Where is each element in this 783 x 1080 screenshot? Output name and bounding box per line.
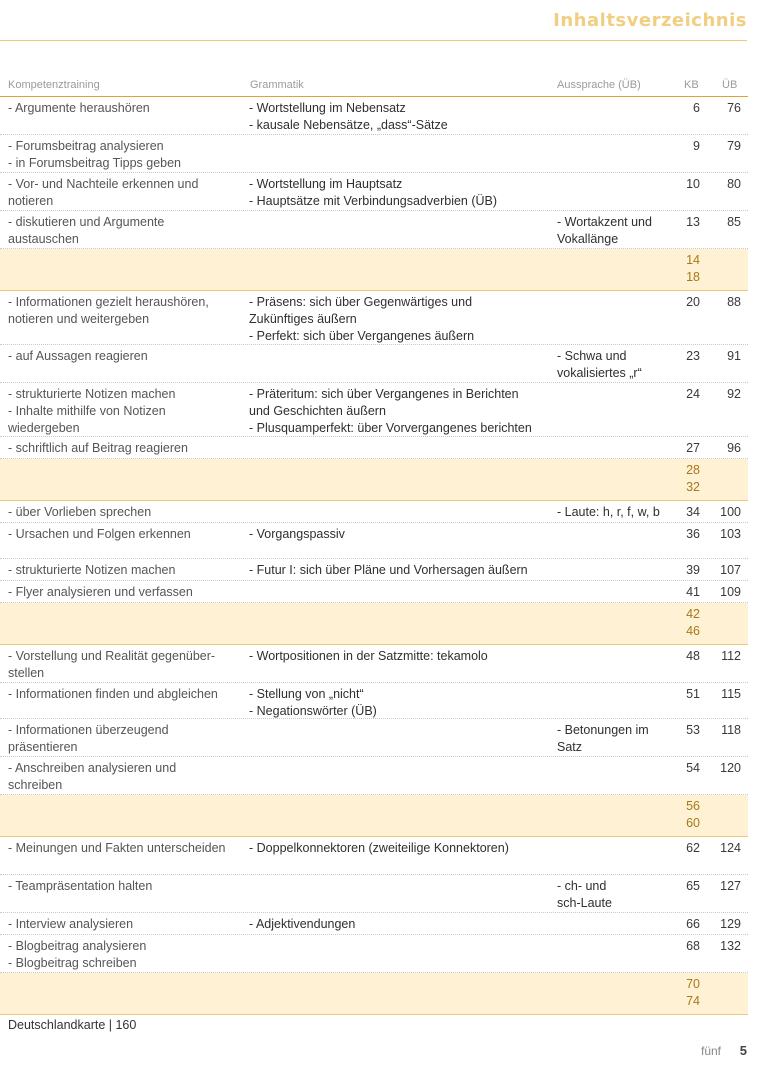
kb-page-cell bbox=[670, 840, 700, 857]
grammatik-cell-line: - Negationswörter (ÜB) bbox=[249, 704, 377, 718]
aussprache-cell-line: - Wortakzent und bbox=[557, 215, 652, 229]
kompetenz-cell-line: - Meinungen und Fakten unterscheiden bbox=[8, 841, 226, 855]
kb-page-cell bbox=[670, 722, 700, 739]
kompetenz-cell bbox=[8, 760, 244, 794]
kb-page-cell-line: 18 bbox=[686, 270, 700, 284]
ub-page-cell-line: 100 bbox=[720, 505, 741, 519]
kompetenz-cell bbox=[8, 526, 244, 543]
kb-page-cell-line: 74 bbox=[686, 994, 700, 1008]
kb-page-cell-line: 28 bbox=[686, 463, 700, 477]
grammatik-cell-line: - Hauptsätze mit Verbindungsadverbien (ÜB) bbox=[249, 194, 498, 208]
table-row bbox=[0, 437, 748, 459]
table-row bbox=[0, 559, 748, 581]
aussprache-cell bbox=[557, 878, 677, 912]
table-row bbox=[0, 291, 748, 345]
ub-page-cell bbox=[705, 526, 741, 543]
grammatik-cell-line: - Wortstellung im Nebensatz bbox=[249, 101, 406, 115]
table-row bbox=[0, 837, 748, 875]
kb-page-cell-line: 10 bbox=[686, 177, 700, 191]
ub-page-cell bbox=[705, 294, 741, 311]
kb-page-cell bbox=[670, 462, 700, 496]
kb-page-cell-line: 53 bbox=[686, 723, 700, 737]
grammatik-cell bbox=[249, 562, 554, 579]
ub-page-cell bbox=[705, 386, 741, 403]
grammatik-cell-line: - Vorgangspassiv bbox=[249, 527, 345, 541]
toc-rows bbox=[0, 97, 748, 1015]
kb-page-cell-line: 14 bbox=[686, 253, 700, 267]
table-row bbox=[0, 211, 748, 249]
ub-page-cell bbox=[705, 348, 741, 365]
ub-page-cell-line: 88 bbox=[727, 295, 741, 309]
kompetenz-cell bbox=[8, 916, 244, 933]
kompetenz-cell bbox=[8, 138, 244, 172]
column-header-kompetenz: Kompetenztraining bbox=[8, 79, 100, 91]
kompetenz-cell-line: - Teampräsentation halten bbox=[8, 879, 153, 893]
kompetenz-cell-line: austauschen bbox=[8, 232, 79, 246]
aussprache-cell-line: - Schwa und bbox=[557, 349, 627, 363]
table-row bbox=[0, 875, 748, 913]
grammatik-cell bbox=[249, 176, 554, 210]
kompetenz-cell bbox=[8, 686, 244, 703]
aussprache-cell-line: - Laute: h, r, f, w, b bbox=[557, 505, 660, 519]
aussprache-cell bbox=[557, 504, 677, 521]
kb-page-cell-line: 36 bbox=[686, 527, 700, 541]
kompetenz-cell-line: - strukturierte Notizen machen bbox=[8, 387, 176, 401]
kompetenz-cell-line: - über Vorlieben sprechen bbox=[8, 505, 152, 519]
ub-page-cell-line: 132 bbox=[720, 939, 741, 953]
column-header-grammatik: Grammatik bbox=[250, 79, 304, 91]
ub-page-cell bbox=[705, 938, 741, 955]
footer-map-reference: Deutschlandkarte | 160 bbox=[8, 1018, 137, 1032]
kb-page-cell-line: 32 bbox=[686, 480, 700, 494]
grammatik-cell-line: - Wortstellung im Hauptsatz bbox=[249, 177, 403, 191]
kompetenz-cell-line: - Ursachen und Folgen erkennen bbox=[8, 527, 191, 541]
aussprache-cell-line: - ch- und bbox=[557, 879, 607, 893]
table-row bbox=[0, 645, 748, 683]
band-row bbox=[0, 795, 748, 837]
ub-page-cell bbox=[705, 138, 741, 155]
page-number: 5 bbox=[739, 1043, 747, 1058]
kompetenz-cell bbox=[8, 562, 244, 579]
kb-page-cell bbox=[670, 686, 700, 703]
kb-page-cell bbox=[670, 252, 700, 286]
kompetenz-cell bbox=[8, 348, 244, 365]
table-row bbox=[0, 523, 748, 559]
grammatik-cell-line: - Futur I: sich über Pläne und Vorhersagen äußern bbox=[249, 563, 528, 577]
kb-page-cell bbox=[670, 440, 700, 457]
band-row bbox=[0, 249, 748, 291]
aussprache-cell-line: vokalisiertes „r“ bbox=[557, 366, 642, 380]
ub-page-cell-line: 109 bbox=[720, 585, 741, 599]
kb-page-cell-line: 62 bbox=[686, 841, 700, 855]
grammatik-cell-line: - Plusquamperfekt: über Vorvergangenes berichten bbox=[249, 421, 532, 435]
kb-page-cell bbox=[670, 798, 700, 832]
kb-page-cell bbox=[670, 386, 700, 403]
table-row bbox=[0, 135, 748, 173]
kompetenz-cell-line: - Interview analysieren bbox=[8, 917, 134, 931]
kb-page-cell-line: 60 bbox=[686, 816, 700, 830]
kb-page-cell-line: 70 bbox=[686, 977, 700, 991]
aussprache-cell-line: Vokallänge bbox=[557, 232, 619, 246]
kb-page-cell-line: 41 bbox=[686, 585, 700, 599]
table-row bbox=[0, 719, 748, 757]
ub-page-cell bbox=[705, 214, 741, 231]
kompetenz-cell-line: präsentieren bbox=[8, 740, 78, 754]
grammatik-cell bbox=[249, 840, 554, 857]
band-row bbox=[0, 603, 748, 645]
kb-page-cell-line: 13 bbox=[686, 215, 700, 229]
ub-page-cell bbox=[705, 440, 741, 457]
grammatik-cell-line: und Geschichten äußern bbox=[249, 404, 386, 418]
aussprache-cell bbox=[557, 348, 677, 382]
grammatik-cell bbox=[249, 526, 554, 543]
kb-page-cell-line: 66 bbox=[686, 917, 700, 931]
ub-page-cell-line: 96 bbox=[727, 441, 741, 455]
ub-page-cell-line: 118 bbox=[721, 723, 741, 737]
kompetenz-cell bbox=[8, 840, 244, 857]
grammatik-cell-line: - kausale Nebensätze, „dass“-Sätze bbox=[249, 118, 448, 132]
ub-page-cell bbox=[705, 722, 741, 739]
kb-page-cell-line: 51 bbox=[686, 687, 700, 701]
kompetenz-cell-line: - schriftlich auf Beitrag reagieren bbox=[8, 441, 188, 455]
kompetenz-cell bbox=[8, 294, 244, 328]
kompetenz-cell-line: - Anschreiben analysieren und bbox=[8, 761, 177, 775]
grammatik-cell-line: - Adjektivendungen bbox=[249, 917, 356, 931]
kompetenz-cell-line: - Vorstellung und Realität gegenüber- bbox=[8, 649, 216, 663]
table-row bbox=[0, 581, 748, 603]
kb-page-cell-line: 42 bbox=[686, 607, 700, 621]
ub-page-cell bbox=[705, 840, 741, 857]
aussprache-cell-line: Satz bbox=[557, 740, 583, 754]
kb-page-cell-line: 27 bbox=[686, 441, 700, 455]
ub-page-cell-line: 120 bbox=[720, 761, 741, 775]
ub-page-cell bbox=[705, 686, 741, 703]
grammatik-cell bbox=[249, 294, 554, 345]
ub-page-cell-line: 92 bbox=[727, 387, 741, 401]
kompetenz-cell-line: - Inhalte mithilfe von Notizen bbox=[8, 404, 166, 418]
ub-page-cell bbox=[705, 916, 741, 933]
ub-page-cell bbox=[705, 760, 741, 777]
column-header-row bbox=[0, 68, 748, 97]
kompetenz-cell bbox=[8, 386, 244, 437]
kb-page-cell bbox=[670, 214, 700, 231]
kb-page-cell bbox=[670, 348, 700, 365]
kompetenz-cell-line: - Informationen gezielt heraushören, bbox=[8, 295, 209, 309]
grammatik-cell-line: - Doppelkonnektoren (zweiteilige Konnektoren) bbox=[249, 841, 509, 855]
kb-page-cell-line: 56 bbox=[686, 799, 700, 813]
table-row bbox=[0, 913, 748, 935]
grammatik-cell bbox=[249, 916, 554, 933]
table-row bbox=[0, 683, 748, 719]
aussprache-cell bbox=[557, 722, 677, 756]
kompetenz-cell bbox=[8, 938, 244, 972]
grammatik-cell-line: Zukünftiges äußern bbox=[249, 312, 357, 326]
kb-page-cell bbox=[670, 176, 700, 193]
ub-page-cell-line: 85 bbox=[727, 215, 741, 229]
grammatik-cell bbox=[249, 100, 554, 134]
kompetenz-cell-line: - Blogbeitrag analysieren bbox=[8, 939, 147, 953]
kb-page-cell bbox=[670, 526, 700, 543]
kb-page-cell bbox=[670, 562, 700, 579]
kb-page-cell-line: 34 bbox=[686, 505, 700, 519]
ub-page-cell bbox=[705, 562, 741, 579]
kb-page-cell bbox=[670, 606, 700, 640]
kompetenz-cell-line: - in Forumsbeitrag Tipps geben bbox=[8, 156, 182, 170]
kompetenz-cell-line: schreiben bbox=[8, 778, 63, 792]
grammatik-cell bbox=[249, 686, 554, 720]
ub-page-cell bbox=[705, 100, 741, 117]
kb-page-cell-line: 6 bbox=[693, 101, 700, 115]
page-title: Inhaltsverzeichnis bbox=[553, 10, 747, 31]
kb-page-cell bbox=[670, 294, 700, 311]
kompetenz-cell bbox=[8, 214, 244, 248]
kb-page-cell bbox=[670, 504, 700, 521]
aussprache-cell-line: sch-Laute bbox=[557, 896, 612, 910]
column-header-ub: ÜB bbox=[722, 79, 738, 91]
grammatik-cell-line: - Wortpositionen in der Satzmitte: tekamolo bbox=[249, 649, 488, 663]
column-header-aussprache: Aussprache (ÜB) bbox=[557, 79, 641, 91]
column-header-kb: KB bbox=[684, 79, 699, 91]
kompetenz-cell bbox=[8, 440, 244, 457]
kb-page-cell bbox=[670, 916, 700, 933]
kompetenz-cell bbox=[8, 176, 244, 210]
kb-page-cell-line: 9 bbox=[693, 139, 700, 153]
kompetenz-cell bbox=[8, 648, 244, 682]
kompetenz-cell bbox=[8, 100, 244, 117]
table-row bbox=[0, 501, 748, 523]
grammatik-cell-line: - Präsens: sich über Gegenwärtiges und bbox=[249, 295, 473, 309]
kb-page-cell-line: 20 bbox=[686, 295, 700, 309]
ub-page-cell-line: 91 bbox=[727, 349, 741, 363]
kb-page-cell bbox=[670, 100, 700, 117]
kompetenz-cell-line: - Informationen überzeugend bbox=[8, 723, 169, 737]
kompetenz-cell-line: - Informationen finden und abgleichen bbox=[8, 687, 218, 701]
kb-page-cell-line: 68 bbox=[686, 939, 700, 953]
ub-page-cell-line: 124 bbox=[720, 841, 741, 855]
kb-page-cell bbox=[670, 648, 700, 665]
ub-page-cell bbox=[705, 504, 741, 521]
kb-page-cell-line: 48 bbox=[686, 649, 700, 663]
table-row bbox=[0, 383, 748, 437]
band-row bbox=[0, 459, 748, 501]
aussprache-cell-line: - Betonungen im bbox=[557, 723, 649, 737]
table-row bbox=[0, 173, 748, 211]
kompetenz-cell-line: - diskutieren und Argumente bbox=[8, 215, 165, 229]
ub-page-cell-line: 127 bbox=[720, 879, 741, 893]
kompetenz-cell-line: - Blogbeitrag schreiben bbox=[8, 956, 137, 970]
kb-page-cell bbox=[670, 938, 700, 955]
footer-page-word: fünf bbox=[700, 1044, 721, 1058]
table-row bbox=[0, 935, 748, 973]
kompetenz-cell bbox=[8, 504, 244, 521]
kb-page-cell-line: 39 bbox=[686, 563, 700, 577]
ub-page-cell bbox=[705, 176, 741, 193]
kb-page-cell bbox=[670, 760, 700, 777]
ub-page-cell-line: 129 bbox=[720, 917, 741, 931]
ub-page-cell-line: 103 bbox=[720, 527, 741, 541]
kompetenz-cell bbox=[8, 722, 244, 756]
kb-page-cell-line: 23 bbox=[686, 349, 700, 363]
table-row bbox=[0, 97, 748, 135]
kompetenz-cell-line: - strukturierte Notizen machen bbox=[8, 563, 176, 577]
kompetenz-cell-line: stellen bbox=[8, 666, 45, 680]
ub-page-cell-line: 107 bbox=[720, 563, 741, 577]
kb-page-cell-line: 54 bbox=[686, 761, 700, 775]
ub-page-cell-line: 112 bbox=[721, 649, 741, 663]
aussprache-cell bbox=[557, 214, 677, 248]
kompetenz-cell-line: - auf Aussagen reagieren bbox=[8, 349, 148, 363]
kb-page-cell bbox=[670, 138, 700, 155]
table-row bbox=[0, 345, 748, 383]
kompetenz-cell-line: notieren bbox=[8, 194, 54, 208]
kompetenz-cell bbox=[8, 878, 244, 895]
kompetenz-cell-line: - Argumente heraushören bbox=[8, 101, 150, 115]
ub-page-cell-line: 76 bbox=[727, 101, 741, 115]
ub-page-cell-line: 80 bbox=[727, 177, 741, 191]
kompetenz-cell-line: wiedergeben bbox=[8, 421, 80, 435]
table-row bbox=[0, 757, 748, 795]
kb-page-cell bbox=[670, 584, 700, 601]
kb-page-cell-line: 24 bbox=[686, 387, 700, 401]
kompetenz-cell bbox=[8, 584, 244, 601]
band-row bbox=[0, 973, 748, 1015]
title-rule bbox=[0, 40, 747, 41]
kb-page-cell bbox=[670, 878, 700, 895]
ub-page-cell-line: 115 bbox=[721, 687, 741, 701]
ub-page-cell bbox=[705, 878, 741, 895]
grammatik-cell-line: - Stellung von „nicht“ bbox=[249, 687, 364, 701]
grammatik-cell-line: - Präteritum: sich über Vergangenes in Berichten bbox=[249, 387, 519, 401]
grammatik-cell bbox=[249, 386, 554, 437]
kb-page-cell-line: 46 bbox=[686, 624, 700, 638]
ub-page-cell bbox=[705, 648, 741, 665]
kb-page-cell-line: 65 bbox=[686, 879, 700, 893]
kompetenz-cell-line: - Vor- und Nachteile erkennen und bbox=[8, 177, 199, 191]
kompetenz-cell-line: - Forumsbeitrag analysieren bbox=[8, 139, 164, 153]
ub-page-cell-line: 79 bbox=[727, 139, 741, 153]
grammatik-cell bbox=[249, 648, 554, 665]
kompetenz-cell-line: - Flyer analysieren und verfassen bbox=[8, 585, 193, 599]
table-of-contents bbox=[0, 68, 748, 1015]
kb-page-cell bbox=[670, 976, 700, 1010]
ub-page-cell bbox=[705, 584, 741, 601]
kompetenz-cell-line: notieren und weitergeben bbox=[8, 312, 150, 326]
grammatik-cell-line: - Perfekt: sich über Vergangenes äußern bbox=[249, 329, 475, 343]
